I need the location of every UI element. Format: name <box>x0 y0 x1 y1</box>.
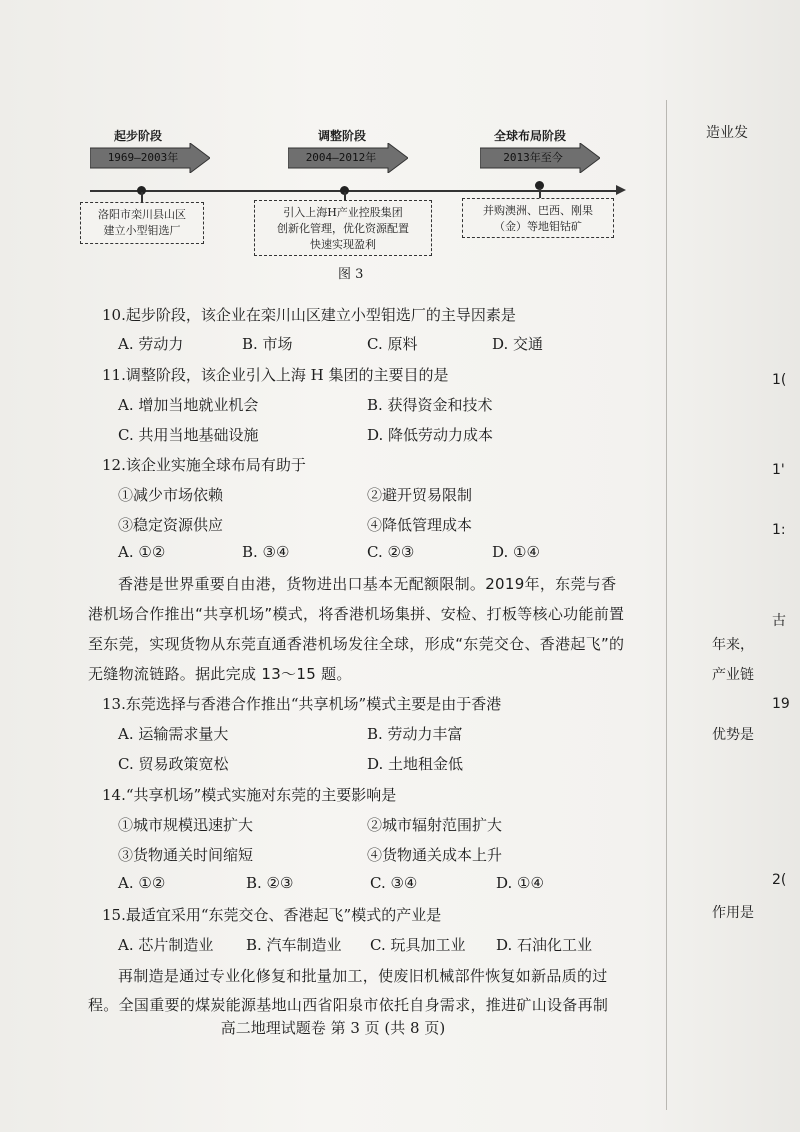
stage-2-title: 调整阶段 <box>318 129 367 143</box>
right-fragment: 2( <box>772 872 787 888</box>
right-fragment: 作用是 <box>712 905 754 921</box>
right-fragment: 1: <box>772 522 786 538</box>
stage-3-note <box>462 198 614 238</box>
q12-option-b: B. ③④ <box>242 543 290 561</box>
hk-passage-line-3: 至东莞，实现货物从东莞直通香港机场发往全球，形成“东莞交仓、香港起飞”的 <box>88 635 625 653</box>
note-line: （金）等地钼钴矿 <box>494 220 582 233</box>
q11-option-b: B. 获得资金和技术 <box>367 396 493 414</box>
timeline-axis <box>90 190 620 192</box>
q12-stem: 12.该企业实施全球布局有助于 <box>102 456 306 474</box>
q12-item-1: ①减少市场依赖 <box>118 486 224 504</box>
right-fragment: 1( <box>772 372 787 388</box>
q12-item-4: ④降低管理成本 <box>367 516 473 534</box>
right-fragment: 1' <box>772 462 785 478</box>
q13-stem: 13.东莞选择与香港合作推出“共享机场”模式主要是由于香港 <box>102 695 502 713</box>
q10-stem: 10.起步阶段，该企业在栾川山区建立小型钼选厂的主导因素是 <box>102 306 516 324</box>
q12-option-d: D. ①④ <box>492 543 540 561</box>
hk-passage-line-1: 香港是世界重要自由港，货物进出口基本无配额限制。2019年，东莞与香 <box>118 575 617 593</box>
q13-option-b: B. 劳动力丰富 <box>367 725 463 743</box>
reman-passage-line-1: 再制造是通过专业化修复和批量加工，使废旧机械部件恢复如新品质的过 <box>118 967 608 985</box>
q14-option-d: D. ①④ <box>496 874 544 892</box>
q11-option-c: C. 共用当地基础设施 <box>118 426 259 444</box>
column-divider <box>666 100 667 1110</box>
note-line: 建立小型钼选厂 <box>103 224 181 237</box>
stage-2-arrow <box>288 143 408 173</box>
stage-2-note <box>254 200 432 256</box>
right-fragment: 19 <box>772 696 790 712</box>
hk-passage-line-2: 港机场合作推出“共享机场”模式，将香港机场集拼、安检、打板等核心功能前置 <box>88 605 625 623</box>
stage-1-title: 起步阶段 <box>114 129 163 143</box>
stage-2-period: 2004—2012年 <box>305 151 377 164</box>
q15-stem: 15.最适宜采用“东莞交仓、香港起飞”模式的产业是 <box>102 906 442 924</box>
q14-stem: 14.“共享机场”模式实施对东莞的主要影响是 <box>102 786 397 804</box>
q13-option-d: D. 土地租金低 <box>367 755 464 773</box>
note-line: 快速实现盈利 <box>310 238 376 251</box>
q15-option-a: A. 芯片制造业 <box>118 936 214 954</box>
q15-option-d: D. 石油化工业 <box>496 936 593 954</box>
q13-option-a: A. 运输需求量大 <box>118 725 229 743</box>
stage-1-arrow <box>90 143 210 173</box>
q10-option-d: D. 交通 <box>492 335 544 353</box>
q12-option-c: C. ②③ <box>367 543 415 561</box>
right-fragment: 造业发 <box>706 125 748 141</box>
q15-option-c: C. 玩具加工业 <box>370 936 466 954</box>
note-line: 并购澳洲、巴西、刚果 <box>483 204 593 217</box>
right-fragment: 年来， <box>712 637 754 653</box>
hk-passage-line-4: 无缝物流链路。据此完成 13～15 题。 <box>88 665 352 683</box>
q14-item-4: ④货物通关成本上升 <box>367 846 503 864</box>
reman-passage-line-2: 程。全国重要的煤炭能源基地山西省阳泉市依托自身需求，推进矿山设备再制 <box>88 996 609 1014</box>
q14-option-c: C. ③④ <box>370 874 418 892</box>
stage-3-arrow <box>480 143 600 173</box>
q11-option-d: D. 降低劳动力成本 <box>367 426 494 444</box>
stage-2-connector <box>344 192 346 200</box>
q15-option-b: B. 汽车制造业 <box>246 936 342 954</box>
q11-stem: 11.调整阶段，该企业引入上海 H 集团的主要目的是 <box>102 366 449 384</box>
page-footer: 高二地理试题卷 第 3 页 (共 8 页) <box>220 1019 446 1037</box>
q10-option-a: A. 劳动力 <box>118 335 184 353</box>
right-fragment: 产业链 <box>712 667 754 683</box>
note-line: 洛阳市栾川县山区 <box>98 208 186 221</box>
figure-caption: 图 3 <box>338 267 364 282</box>
note-line: 创新化管理，优化资源配置 <box>277 222 409 235</box>
q10-option-c: C. 原料 <box>367 335 418 353</box>
q12-item-2: ②避开贸易限制 <box>367 486 473 504</box>
q14-item-2: ②城市辐射范围扩大 <box>367 816 503 834</box>
q14-option-b: B. ②③ <box>246 874 294 892</box>
q12-option-a: A. ①② <box>118 543 166 561</box>
stage-3-period: 2013年至今 <box>503 151 563 164</box>
q13-option-c: C. 贸易政策宽松 <box>118 755 229 773</box>
q14-item-3: ③货物通关时间缩短 <box>118 846 254 864</box>
note-line: 引入上海H产业控股集团 <box>283 206 403 219</box>
q11-option-a: A. 增加当地就业机会 <box>118 396 259 414</box>
q10-option-b: B. 市场 <box>242 335 293 353</box>
stage-1-period: 1969—2003年 <box>107 151 179 164</box>
timeline-arrowhead <box>616 185 626 195</box>
stage-1-connector <box>141 192 143 202</box>
stage-3-connector <box>539 188 541 198</box>
right-fragment: 优势是 <box>712 727 754 743</box>
right-fragment: 古 <box>772 613 786 629</box>
stage-3-title: 全球布局阶段 <box>494 129 567 143</box>
q14-item-1: ①城市规模迅速扩大 <box>118 816 254 834</box>
stage-1-note <box>80 202 204 244</box>
q14-option-a: A. ①② <box>118 874 166 892</box>
q12-item-3: ③稳定资源供应 <box>118 516 224 534</box>
